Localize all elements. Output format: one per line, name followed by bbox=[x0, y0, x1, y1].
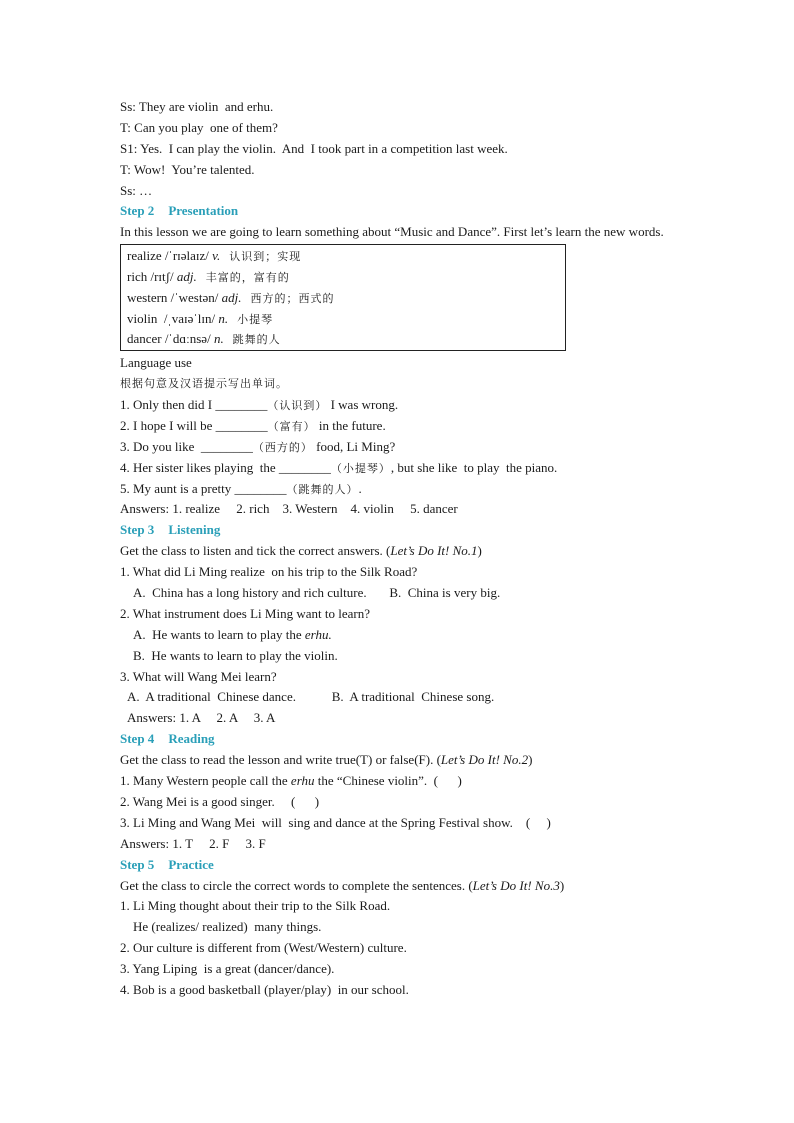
word-text: dancer /ˈdɑːnsə/ bbox=[127, 331, 214, 347]
options: A. China has a long history and rich culture. B. China is very big. bbox=[133, 585, 501, 601]
language-use-label: Language use bbox=[120, 355, 192, 371]
question: 1. What did Li Ming realize on his trip to the Silk Road? bbox=[120, 564, 418, 580]
step5-heading bbox=[120, 855, 680, 876]
step4-heading bbox=[120, 729, 680, 750]
step5-intro: Get the class to circle the correct words to complete the sentences. (Let’s Do It! No.3) bbox=[120, 877, 565, 893]
exercise-item: 4. Her sister likes playing the ________（小提琴）, but she like to play the piano. bbox=[120, 459, 558, 475]
word-meaning: 西方的；西式的 bbox=[241, 291, 335, 305]
word-pos: n. bbox=[218, 310, 229, 326]
sentence: 3. Yang Liping is a great (dancer/dance). bbox=[120, 961, 335, 977]
options: A. A traditional Chinese dance. B. A traditional Chinese song. bbox=[127, 689, 495, 705]
sentence: 1. Li Ming thought about their trip to the Silk Road. bbox=[120, 898, 391, 914]
word-meaning: 丰富的，富有的 bbox=[196, 271, 290, 285]
step3-heading bbox=[120, 520, 680, 541]
word-entry bbox=[127, 246, 559, 267]
new-words-box bbox=[120, 244, 566, 351]
question: 2. What instrument does Li Ming want to learn? bbox=[120, 605, 370, 621]
step-title: Presentation bbox=[168, 203, 239, 219]
word-text: rich /rɪtʃ/ bbox=[127, 269, 177, 285]
exercise-item: 1. Only then did I ________（认识到） I was wrong. bbox=[120, 397, 399, 413]
option: A. He wants to learn to play the erhu. bbox=[133, 626, 332, 642]
step-label: Step 5 bbox=[120, 856, 155, 872]
word-entry bbox=[127, 309, 559, 330]
dialogue-line: T: Wow! You’re talented. bbox=[120, 161, 255, 177]
word-entry bbox=[127, 288, 559, 309]
instruction-cn: 根据句意及汉语提示写出单词。 bbox=[120, 377, 288, 391]
answers: Answers: 1. realize 2. rich 3. Western 4. violin 5. dancer bbox=[120, 501, 458, 517]
word-text: violin /ˌvaɪəˈlɪn/ bbox=[127, 310, 219, 326]
statement: 2. Wang Mei is a good singer. ( ) bbox=[120, 793, 320, 809]
step-label: Step 3 bbox=[120, 522, 155, 538]
word-entry bbox=[127, 267, 559, 288]
lesson-page bbox=[120, 97, 680, 1001]
answers: Answers: 1. A 2. A 3. A bbox=[127, 710, 276, 726]
statement: 1. Many Western people call the erhu the “Chinese violin”. ( ) bbox=[120, 773, 462, 789]
exercise-item: 3. Do you like ________（西方的） food, Li Ming? bbox=[120, 438, 396, 454]
word-pos: adj. bbox=[221, 289, 242, 305]
step3-intro: Get the class to listen and tick the correct answers. (Let’s Do It! No.1) bbox=[120, 543, 482, 559]
dialogue-line: T: Can you play one of them? bbox=[120, 119, 278, 135]
step-label: Step 4 bbox=[120, 731, 155, 747]
sentence: He (realizes/ realized) many things. bbox=[133, 919, 322, 935]
sentence: 2. Our culture is different from (West/Western) culture. bbox=[120, 940, 407, 956]
dialogue-section bbox=[120, 97, 680, 201]
step2-heading bbox=[120, 201, 680, 222]
step-title: Reading bbox=[168, 731, 215, 747]
word-text: western /ˈwestən/ bbox=[127, 289, 222, 305]
word-meaning: 认识到；实现 bbox=[220, 250, 302, 264]
step4-intro: Get the class to read the lesson and write true(T) or false(F). (Let’s Do It! No.2) bbox=[120, 752, 533, 768]
exercise-item: 5. My aunt is a pretty ________（跳舞的人）. bbox=[120, 480, 362, 496]
step-title: Practice bbox=[168, 856, 214, 872]
dialogue-line: Ss: … bbox=[120, 182, 153, 198]
word-entry bbox=[127, 329, 559, 350]
statement: 3. Li Ming and Wang Mei will sing and dance at the Spring Festival show. ( ) bbox=[120, 814, 551, 830]
word-pos: n. bbox=[213, 331, 224, 347]
sentence: 4. Bob is a good basketball (player/play) in our school. bbox=[120, 981, 409, 997]
question: 3. What will Wang Mei learn? bbox=[120, 668, 277, 684]
dialogue-line: S1: Yes. I can play the violin. And I took part in a competition last week. bbox=[120, 140, 508, 156]
option: B. He wants to learn to play the violin. bbox=[133, 647, 338, 663]
word-meaning: 小提琴 bbox=[228, 312, 274, 326]
word-pos: adj. bbox=[176, 269, 197, 285]
step-title: Listening bbox=[168, 522, 221, 538]
word-pos: v. bbox=[212, 248, 221, 264]
step2-intro: In this lesson we are going to learn something about “Music and Dance”. First let’s learn the new words. bbox=[120, 224, 664, 240]
word-text: realize /ˈrɪəlaɪz/ bbox=[127, 248, 213, 264]
step-label: Step 2 bbox=[120, 203, 155, 219]
exercise-item: 2. I hope I will be ________（富有） in the future. bbox=[120, 417, 386, 433]
word-meaning: 跳舞的人 bbox=[223, 333, 281, 347]
answers: Answers: 1. T 2. F 3. F bbox=[120, 835, 266, 851]
dialogue-line: Ss: They are violin and erhu. bbox=[120, 99, 274, 114]
